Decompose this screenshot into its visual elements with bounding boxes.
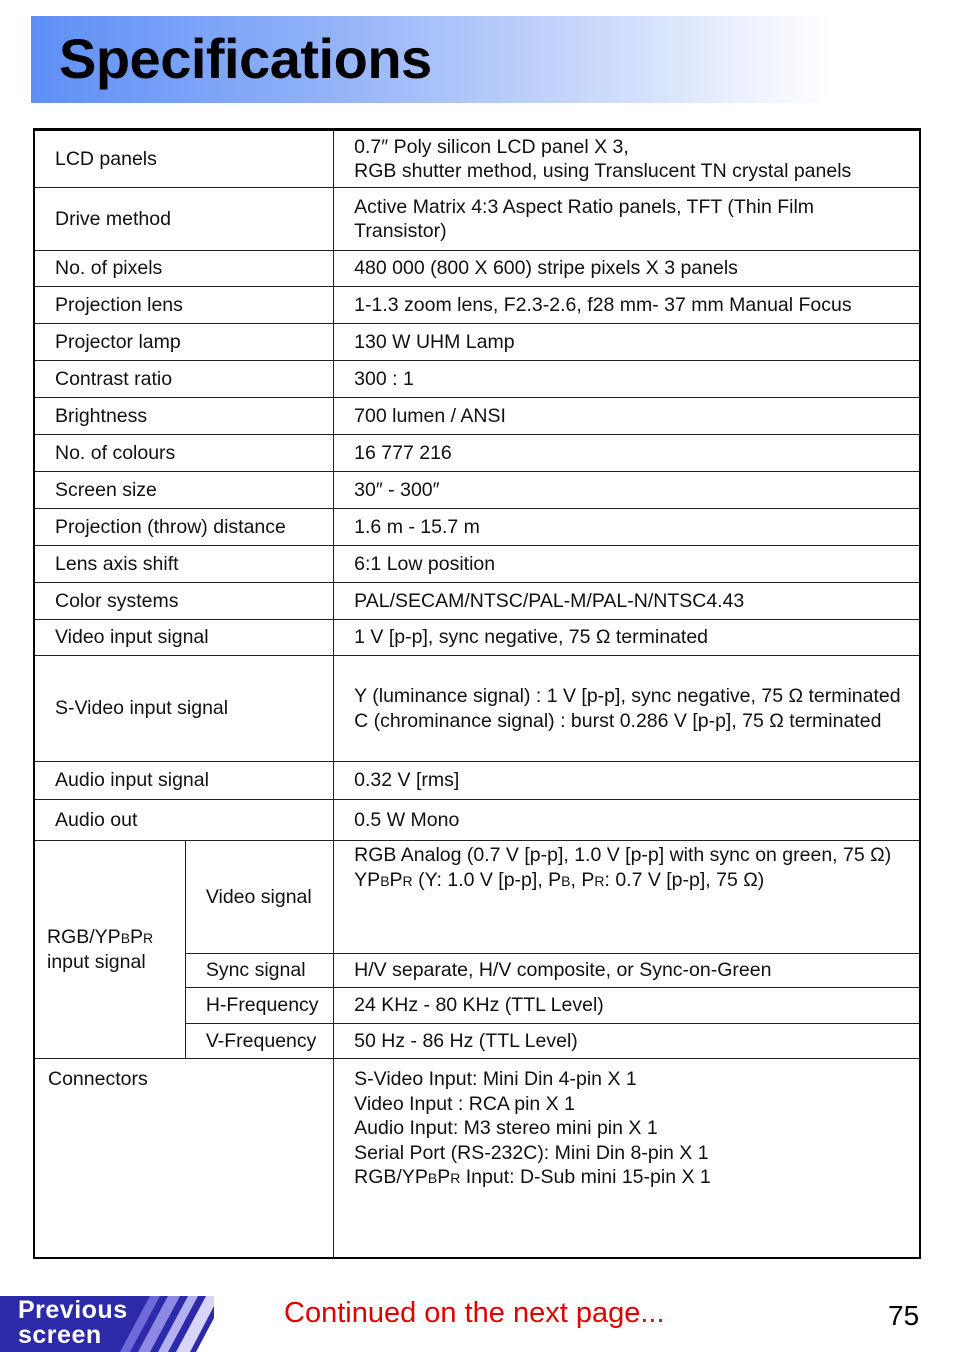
table-row bbox=[34, 1059, 920, 1258]
previous-screen-button[interactable] bbox=[0, 1296, 214, 1352]
spec-label: Drive method bbox=[34, 188, 334, 251]
spec-label: Contrast ratio bbox=[34, 361, 334, 398]
table-row bbox=[34, 762, 920, 800]
spec-label: S-Video input signal bbox=[34, 656, 334, 762]
table-row bbox=[34, 583, 920, 620]
video-signal-label: Video signal bbox=[185, 841, 333, 954]
spec-label: Brightness bbox=[34, 398, 334, 435]
page-title: Specifications bbox=[59, 27, 432, 90]
rgb-input-label: RGB/YPBPR input signal bbox=[34, 841, 185, 1059]
connectors-value: S-Video Input: Mini Din 4-pin X 1 Video Input : RCA pin X 1 Audio Input: M3 stereo mini pin X 1 Serial Port (RS-232C): Mini Din 8-pin X 1 RGB/YPBPR Input: D-Sub mini 15-pin X 1 bbox=[334, 1059, 920, 1258]
spec-rows bbox=[34, 130, 920, 841]
table-row bbox=[34, 361, 920, 398]
v-frequency-label: V-Frequency bbox=[185, 1024, 333, 1059]
spec-label: Lens axis shift bbox=[34, 546, 334, 583]
v-frequency-value: 50 Hz - 86 Hz (TTL Level) bbox=[334, 1024, 920, 1059]
continued-note: Continued on the next page... bbox=[284, 1297, 665, 1329]
spec-label: Audio out bbox=[34, 800, 334, 841]
spec-value: 0.32 V [rms] bbox=[334, 762, 920, 800]
table-row bbox=[34, 472, 920, 509]
spec-value: 300 : 1 bbox=[334, 361, 920, 398]
spec-label: Audio input signal bbox=[34, 762, 334, 800]
table-row bbox=[34, 546, 920, 583]
spec-value: Active Matrix 4:3 Aspect Ratio panels, TFT (Thin Film Transistor) bbox=[334, 188, 920, 251]
connectors-section bbox=[34, 1059, 920, 1258]
spec-label: No. of pixels bbox=[34, 251, 334, 287]
table-row bbox=[34, 841, 920, 954]
table-row bbox=[34, 620, 920, 656]
spec-value: 1 V [p-p], sync negative, 75 Ω terminated bbox=[334, 620, 920, 656]
spec-label: Projection (throw) distance bbox=[34, 509, 334, 546]
spec-value: 6:1 Low position bbox=[334, 546, 920, 583]
spec-label: Video input signal bbox=[34, 620, 334, 656]
h-frequency-label: H-Frequency bbox=[185, 988, 333, 1024]
spec-value: 700 lumen / ANSI bbox=[334, 398, 920, 435]
previous-screen-label: Previous screen bbox=[18, 1296, 128, 1349]
sync-signal-value: H/V separate, H/V composite, or Sync-on-Green bbox=[334, 954, 920, 988]
spec-value: 0.7″ Poly silicon LCD panel X 3, RGB shutter method, using Translucent TN crystal panels bbox=[334, 130, 920, 188]
table-row bbox=[34, 324, 920, 361]
page-number: 75 bbox=[888, 1300, 920, 1331]
table-row bbox=[34, 435, 920, 472]
table-row bbox=[34, 188, 920, 251]
sync-signal-label: Sync signal bbox=[185, 954, 333, 988]
spec-value: Y (luminance signal) : 1 V [p-p], sync negative, 75 Ω terminated C (chrominance signal) : burst 0.286 V [p-p], 75 Ω terminated bbox=[334, 656, 920, 762]
video-signal-value: RGB Analog (0.7 V [p-p], 1.0 V [p-p] with sync on green, 75 Ω) YPBPR (Y: 1.0 V [p-p], PB, PR: 0.7 V [p-p], 75 Ω) bbox=[334, 841, 920, 954]
connectors-label: Connectors bbox=[34, 1059, 334, 1258]
spec-value: 0.5 W Mono bbox=[334, 800, 920, 841]
spec-value: 1-1.3 zoom lens, F2.3-2.6, f28 mm- 37 mm Manual Focus bbox=[334, 287, 920, 324]
table-row bbox=[34, 130, 920, 188]
spec-value: 1.6 m - 15.7 m bbox=[334, 509, 920, 546]
table-row bbox=[34, 251, 920, 287]
spec-value: 30″ - 300″ bbox=[334, 472, 920, 509]
spec-value: 16 777 216 bbox=[334, 435, 920, 472]
specifications-table bbox=[33, 128, 921, 1259]
spec-label: Projection lens bbox=[34, 287, 334, 324]
spec-value: 130 W UHM Lamp bbox=[334, 324, 920, 361]
table-row bbox=[34, 398, 920, 435]
spec-label: LCD panels bbox=[34, 130, 334, 188]
h-frequency-value: 24 KHz - 80 KHz (TTL Level) bbox=[334, 988, 920, 1024]
spec-label: Color systems bbox=[34, 583, 334, 620]
spec-value: 480 000 (800 X 600) stripe pixels X 3 panels bbox=[334, 251, 920, 287]
table-row bbox=[34, 800, 920, 841]
spec-label: Projector lamp bbox=[34, 324, 334, 361]
spec-value: PAL/SECAM/NTSC/PAL-M/PAL-N/NTSC4.43 bbox=[334, 583, 920, 620]
spec-label: No. of colours bbox=[34, 435, 334, 472]
table-row bbox=[34, 656, 920, 762]
title-banner bbox=[31, 16, 831, 103]
table-row bbox=[34, 509, 920, 546]
table-row bbox=[34, 287, 920, 324]
spec-label: Screen size bbox=[34, 472, 334, 509]
rgb-input-section bbox=[34, 841, 920, 1059]
